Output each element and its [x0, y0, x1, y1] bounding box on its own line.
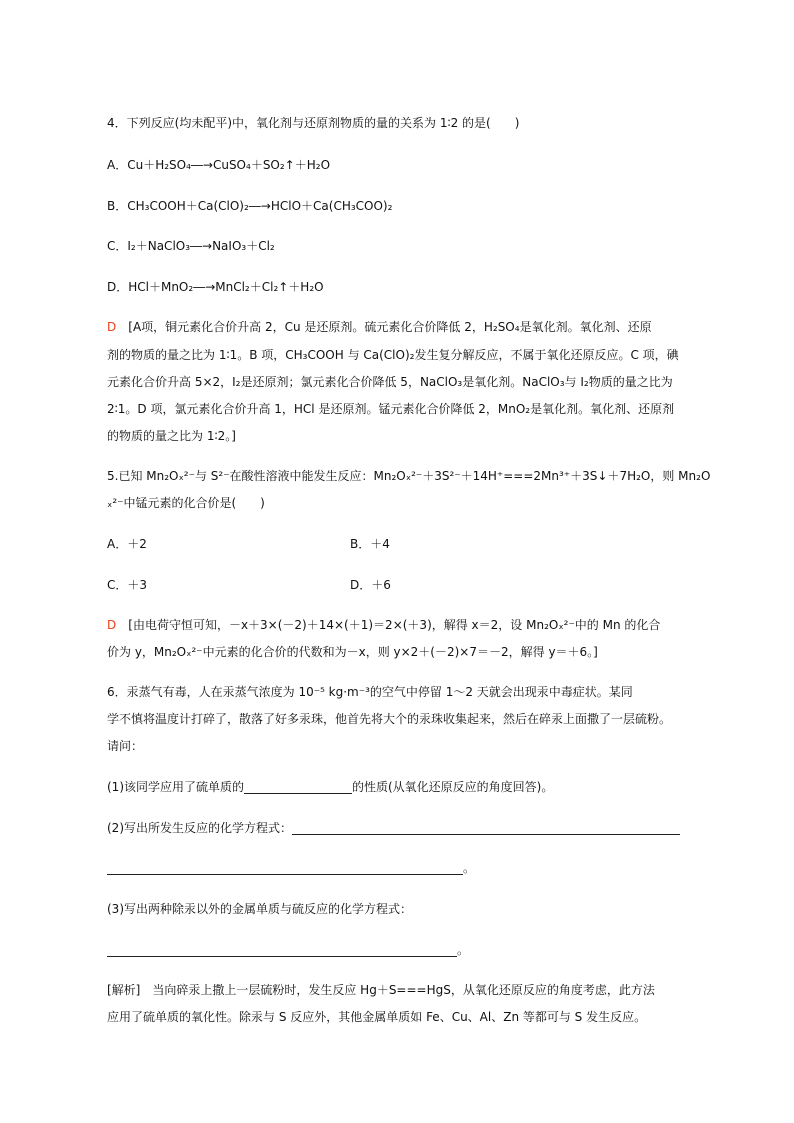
- q5-option-b: B．＋4: [350, 537, 390, 551]
- q4-answer: D: [107, 320, 117, 334]
- q4-stem: 4．下列反应(均未配平)中，氧化剂与还原剂物质的量的关系为 1∶2 的是( ): [107, 116, 520, 130]
- q6-stem-1: 6．汞蒸气有毒，人在汞蒸气浓度为 10⁻⁵ kg·m⁻³的空气中停留 1～2 天就会出现汞中毒症状。某同: [107, 685, 633, 699]
- q4-explanation-4: 2∶1。D 项，氯元素化合价升高 1，HCl 是还原剂。锰元素化合价降低 2，MnO₂是氧化剂。氧化剂、还原剂: [107, 402, 675, 416]
- q5-stem-2: ₓ²⁻中锰元素的化合价是( ): [107, 496, 265, 510]
- q6-part1-blank[interactable]: [244, 779, 352, 794]
- q4-option-b: B．CH₃COOH＋Ca(ClO)₂―→HClO＋Ca(CH₃COO)₂: [107, 199, 393, 213]
- q4-explanation-5: 的物质的量之比为 1∶2。]: [107, 429, 236, 443]
- q6-stem-2: 学不慎将温度计打碎了，散落了好多汞珠，他首先将大个的汞珠收集起来，然后在碎汞上面撒了一层硫粉。: [107, 712, 672, 726]
- q6-explanation-2: 应用了硫单质的氧化性。除汞与 S 反应外，其他金属单质如 Fe、Cu、Al、Zn 等都可与 S 发生反应。: [107, 1010, 647, 1024]
- q6-part2: (2)写出所发生反应的化学方程式：: [107, 819, 680, 837]
- q5-answer: D: [107, 618, 117, 632]
- q6-explanation-1: [解析] 当向碎汞上撒上一层硫粉时，发生反应 Hg＋S===HgS，从氧化还原反应的角度考虑，此方法: [107, 983, 655, 997]
- q6-part3-cont: 。: [107, 941, 469, 959]
- q4-explanation-2: 剂的物质的量之比为 1∶1。B 项，CH₃COOH 与 Ca(ClO)₂发生复分解反应，不属于氧化还原反应。C 项，碘: [107, 348, 679, 362]
- q6-part3-blank[interactable]: [107, 942, 457, 957]
- q6-part2-blank-2[interactable]: [107, 860, 463, 875]
- q5-stem-1: 5.已知 Mn₂Oₓ²⁻与 S²⁻在酸性溶液中能发生反应：Mn₂Oₓ²⁻＋3S²⁻＋14H⁺===2Mn³⁺＋3S↓＋7H₂O，则 Mn₂O: [107, 469, 711, 483]
- q4-option-a: A．Cu＋H₂SO₄―→CuSO₄＋SO₂↑＋H₂O: [107, 158, 331, 172]
- q6-part2-cont: 。: [107, 859, 475, 877]
- q6-part2-blank[interactable]: [292, 820, 680, 835]
- q4-explanation-1: D [A项，铜元素化合价升高 2，Cu 是还原剂。硫元素化合价降低 2，H₂SO₄是氧化剂。氧化剂、还原: [107, 320, 652, 334]
- q4-explanation-3: 元素化合价升高 5×2，I₂是还原剂；氯元素化合价降低 5，NaClO₃是氧化剂。NaClO₃与 I₂物质的量之比为: [107, 375, 673, 389]
- q6-part3: (3)写出两种除汞以外的金属单质与硫反应的化学方程式：: [107, 902, 413, 916]
- q6-stem-3: 请问：: [107, 739, 144, 753]
- q5-explanation-2: 价为 y，Mn₂Oₓ²⁻中元素的化合价的代数和为－x，则 y×2＋(－2)×7＝－2，解得 y＝＋6。]: [107, 645, 598, 659]
- q5-explanation-1: D [由电荷守恒可知，－x＋3×(－2)＋14×(＋1)＝2×(＋3)，解得 x＝2，设 Mn₂Oₓ²⁻中的 Mn 的化合: [107, 618, 661, 632]
- q4-option-c: C．I₂＋NaClO₃―→NaIO₃＋Cl₂: [107, 239, 275, 253]
- q5-option-a: A．＋2: [107, 537, 147, 551]
- q5-option-c: C．＋3: [107, 578, 148, 592]
- q5-option-d: D．＋6: [350, 578, 391, 592]
- q6-part1: (1)该同学应用了硫单质的 的性质(从氧化还原反应的角度回答)。: [107, 780, 554, 794]
- q4-option-d: D．HCl＋MnO₂―→MnCl₂＋Cl₂↑＋H₂O: [107, 280, 324, 294]
